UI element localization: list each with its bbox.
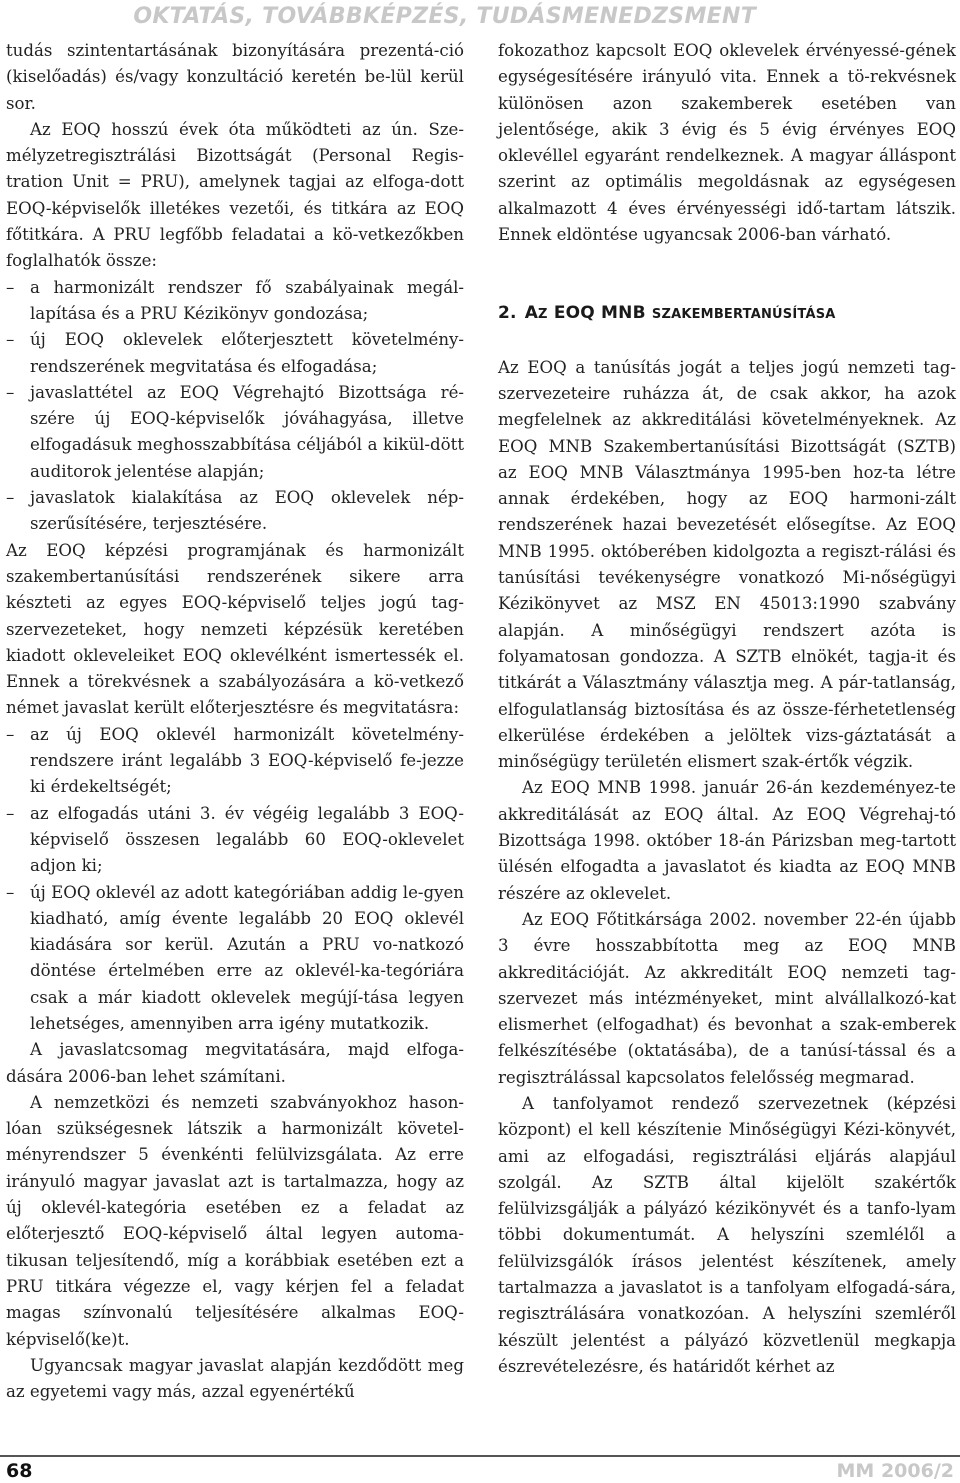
paragraph: Az EOQ MNB 1998. január 26-án kezdeményez-te akkreditálását az EOQ által. Az EOQ Végrehaj-tó Bizottsága 1998. október 18-án Párizsban meg-tartott ülésén elfogadta a javaslatot és kiadta az EOQ MNB részére az oklevelet. bbox=[498, 778, 956, 903]
dash-mark: – bbox=[6, 382, 15, 402]
dash-list bbox=[6, 722, 464, 1038]
paragraph: Az EOQ a tanúsítás jogát a teljes jogú nemzeti tag-szervezeteire ruházza át, de csak akkor, ha azok megfelelnek az akkreditálási követelményeknek. Az EOQ MNB Szakembertanúsítási Bizottságát (SZTB) az EOQ MNB Választmánya 1995-ben hoz-ta létre annak érdekében, hogy az EOQ harmoni-zált rendszerének hazai bevezetését elősegítse. Az EOQ MNB 1995. októberében kidolgozta a regiszt-rálási és tanúsítási tevékenységre vonatkozó Mi-nőségügyi Kézikönyvet az MSZ EN 45013:1990 szabvány alapján. A minőségügyi rendszert azóta is folyamatosan gondozza. A SZTB elnökét, tagja-it és titkárát a Választmány választja meg. A pár-tatlanság, elfogulatlanság biztosítása és az össze-férhetetlenség elkerülése érdekében a jelöltek vizs-gáztatását a minőségügy területén elismert szak-értők végzik. bbox=[498, 357, 956, 772]
dash-mark: – bbox=[6, 330, 15, 350]
dash-mark: – bbox=[6, 724, 15, 744]
list-item bbox=[6, 880, 464, 1038]
dash-mark: – bbox=[6, 803, 15, 823]
running-header: OKTATÁS, TOVÁBBKÉPZÉS, TUDÁSMENEDZSMENT bbox=[133, 4, 756, 29]
paragraph: fokozathoz kapcsolt EOQ oklevelek érvényessé-gének egységesítésére irányuló vita. Ennek a tö-rekvésnek különösen azon szakemberek esetében van jelentősége, akik 3 évig és 5 évig érvényes EOQ oklevéllel egyaránt rendelkeznek. A magyar álláspont szerint az optimális megoldásnak az egységesen alkalmazott 4 éves érvényességi idő-tartam látszik. Ennek eldöntése ugyancsak 2006-ban várható. bbox=[498, 41, 956, 245]
list-item bbox=[6, 275, 464, 328]
list-item-text: új EOQ oklevél az adott kategóriában addig le-gyen kiadható, amíg évente legalább 20 EOQ oklevél kiadására sor kerül. Azután a PRU vo-natkozó döntése értelmében erre az oklevél-ka-tegóriára csak a már kiadott oklevelek megújí-tása legyen lehetséges, amennyiben arra igény mutatkozik. bbox=[30, 882, 464, 1033]
section-title-part: SZAKEMBERTANÚSÍTÁSA bbox=[651, 307, 836, 323]
list-item bbox=[6, 801, 464, 880]
section-title-part: A bbox=[524, 303, 539, 324]
list-item-text: a harmonizált rendszer fő szabályainak megál-lapítása és a PRU Kézikönyv gondozása; bbox=[30, 277, 464, 323]
paragraph: Az EOQ Főtitkársága 2002. november 22-én újabb 3 évre hosszabbította meg az EOQ MNB akkreditációját. Az akkreditált EOQ nemzeti tag-szervezet más intézményeket, mint alvállalkozó-kat elismerhet (elfogadhat) és bevonhat a szak-emberek felkészítésébe (oktatásába), de a tanúsí-tással és a regisztrálással kapcsolatos felelősség megmarad. bbox=[498, 909, 956, 1087]
paragraph: Az EOQ képzési programjának és harmonizált szakembertanúsítási rendszerének sikere arra készteti az egyes EOQ-képviselő teljes jogú tag-szervezeteket, hogy nemzeti képzésük keretében kiadott okleveleiket EOQ oklevélként ismertessék el. Ennek a törekvésnek a szabályozására a kö-vetkező német javaslat került előterjesztésre és megvitatásra: bbox=[6, 540, 464, 718]
list-item bbox=[6, 485, 464, 538]
paragraph: Az EOQ hosszú évek óta működteti az ún. Sze-mélyzetregisztrálási Bizottságát (Personal Regis-tration Unit = PRU), amelynek tagjai az elfoga-dott EOQ-képviselők illetékes vezetői, és titkára az EOQ főtitkára. A PRU legfőbb feladatai a kö-vetkezőkben foglalhatók össze: bbox=[6, 119, 464, 271]
footer-rule bbox=[0, 1455, 960, 1457]
right-column bbox=[498, 38, 956, 1380]
section-number: 2. bbox=[498, 303, 517, 324]
list-item bbox=[6, 380, 464, 485]
section-title-part: EOQ MNB bbox=[553, 303, 646, 324]
list-item-text: az elfogadás utáni 3. év végéig legalább 3 EOQ-képviselő összesen legalább 60 EOQ-oklevelet adjon ki; bbox=[30, 803, 464, 876]
list-item-text: javaslattétel az EOQ Végrehajtó Bizottsága ré-szére új EOQ-képviselők jóváhagyása, illetve elfogadásuk meghosszabbítása céljából a kikül-dött auditorok jelentése alapján; bbox=[30, 382, 464, 481]
list-item-text: az új EOQ oklevél harmonizált követelmény-rendszere iránt legalább 3 EOQ-képviselő fe-jezze ki érdekeltségét; bbox=[30, 724, 464, 797]
dash-mark: – bbox=[6, 882, 15, 902]
paragraph: A javaslatcsomag megvitatására, majd elfoga-dására 2006-ban lehet számítani. bbox=[6, 1040, 464, 1086]
section-heading bbox=[498, 300, 956, 328]
paragraph: A nemzetközi és nemzeti szabványokhoz hason-lóan szükségesnek látszik a harmonizált követel-ményrendszer 5 évenkénti felülvizsgálata. Az erre irányuló magyar javaslat azt is tartalmazza, hogy az új oklevél-kategória esetében ez a feladat az előterjesztő EOQ-képviselő által legyen automa-tikusan teljesítendő, míg a korábbiak esetében ezt a PRU titkára végezze el, vagy kérjen fel a feladat magas színvonalú teljesítésére alkalmas EOQ-képviselő(ke)t. bbox=[6, 1092, 464, 1349]
section-title-part: Z bbox=[538, 307, 548, 323]
list-item bbox=[6, 722, 464, 801]
paragraph: A tanfolyamot rendező szervezetnek (képzési központ) el kell készítenie Minőségügyi Kézi-könyvét, ami az elfogadási, regisztrálási eljárás alapjául szolgál. Az SZTB által kijelölt szakértők felülvizsgálják a pályázó kézikönyvét és a tanfo-lyam többi dokumentumát. A helyszíni szemlélől a felülvizsgálók írásos jelentést készítenek, amely tartalmazza a javaslatot is a tanfolyam elfogadá-sára, regisztrálására vonatkozóan. A helyszíni szemléről készült jelentést a pályázó közvetlenül megkapja észrevételezésre, és határidőt kérhet az bbox=[498, 1093, 956, 1376]
dash-mark: – bbox=[6, 488, 15, 508]
list-item bbox=[6, 327, 464, 380]
paragraph: Ugyancsak magyar javaslat alapján kezdődött meg az egyetemi vagy más, azzal egyenértékű bbox=[6, 1355, 464, 1402]
list-item-text: új EOQ oklevelek előterjesztett követelmény-rendszerének megvitatása és elfogadása; bbox=[30, 330, 464, 376]
journal-issue: MM 2006/2 bbox=[836, 1460, 954, 1482]
list-item-text: javaslatok kialakítása az EOQ oklevelek nép-szerűsítésére, terjesztésére. bbox=[30, 488, 464, 534]
paragraph: tudás szintentartásának bizonyítására prezentá-ció (kiselőadás) és/vagy konzultáció keretén be-lül kerül sor. bbox=[6, 41, 464, 113]
left-column bbox=[6, 38, 464, 1405]
page-number: 68 bbox=[6, 1460, 33, 1482]
dash-list bbox=[6, 275, 464, 538]
dash-mark: – bbox=[6, 277, 15, 297]
